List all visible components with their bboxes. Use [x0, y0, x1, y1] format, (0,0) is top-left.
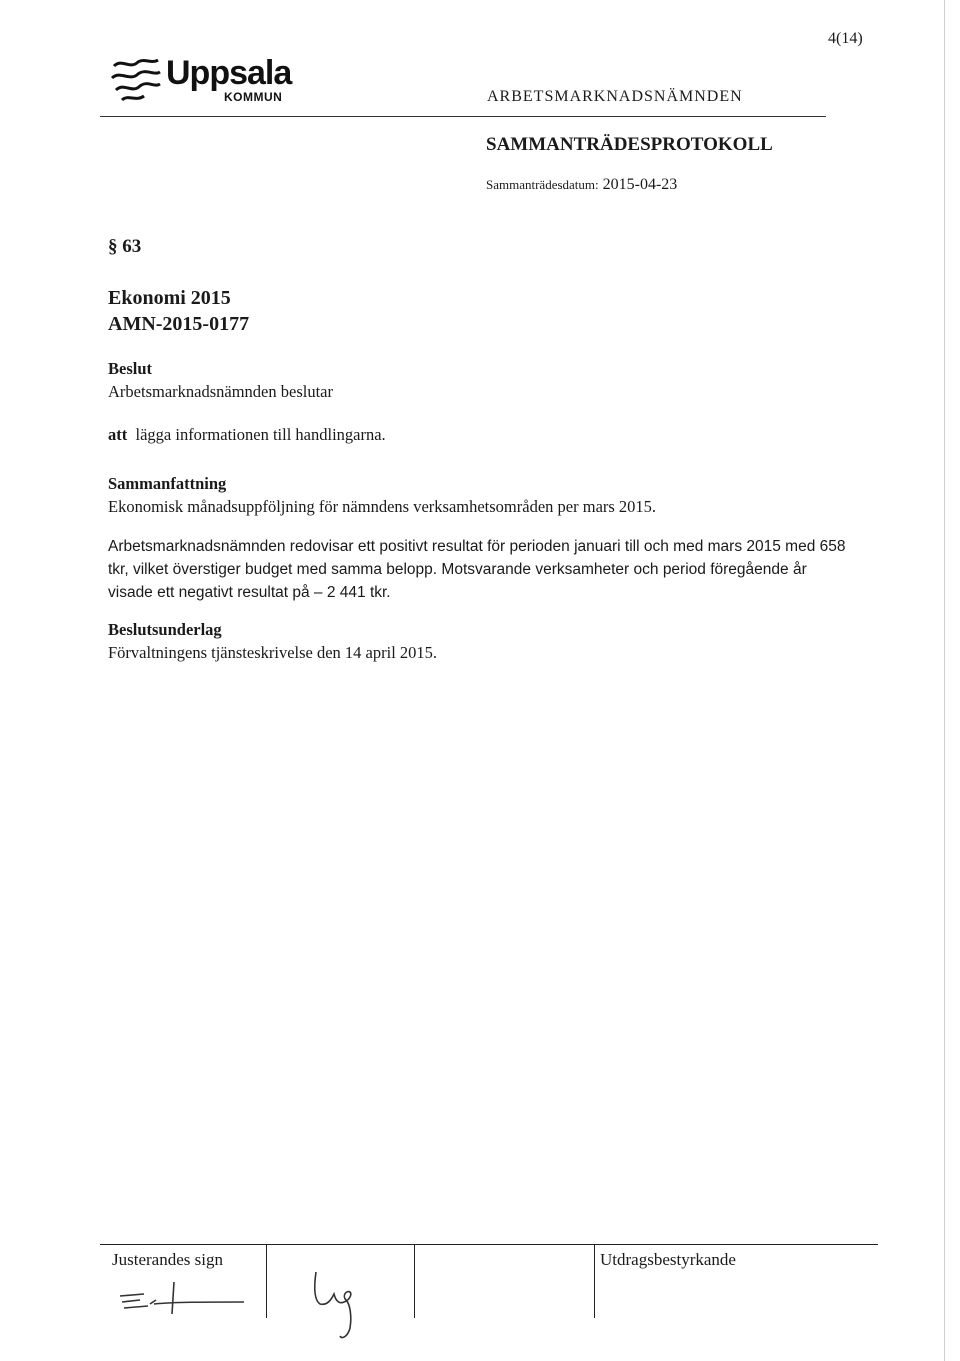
footer-divider — [594, 1244, 595, 1318]
signature-initials-2 — [306, 1266, 376, 1340]
decision-intro: Arbetsmarknadsnämnden beslutar — [108, 382, 333, 401]
summary-section — [108, 472, 656, 518]
summary-text: Ekonomisk månadsuppföljning för nämndens verksamhetsområden per mars 2015. — [108, 497, 657, 516]
footer-divider — [266, 1244, 267, 1318]
summary-body: Arbetsmarknadsnämnden redovisar ett positivt resultat för perioden januari till och med mars 2015 med 658 tkr, vilket överstiger budget med samma belopp. Motsvarande verksamheter och period föregående år visade ett negativt resultat på – 2 441 tkr. — [108, 538, 846, 601]
decision-text: lägga informationen till handlingarna. — [135, 425, 386, 444]
meeting-date-label: Sammanträdesdatum: — [486, 177, 599, 192]
header-divider — [100, 116, 826, 117]
crest-icon — [108, 56, 164, 104]
extract-label: Utdragsbestyrkande — [600, 1250, 736, 1269]
document-type: SAMMANTRÄDESPROTOKOLL — [486, 134, 773, 155]
decision-clause — [108, 425, 386, 445]
signature-footer — [100, 1244, 878, 1344]
sign-label: Justerandes sign — [112, 1250, 223, 1269]
basis-heading: Beslutsunderlag — [108, 620, 222, 639]
decision-heading: Beslut — [108, 359, 153, 378]
title-line-1: Ekonomi 2015 — [108, 287, 231, 309]
basis-section — [108, 618, 437, 664]
page-number: 4(14) — [828, 30, 863, 47]
decision-section — [108, 357, 333, 403]
footer-divider — [414, 1244, 415, 1318]
paragraph-number: § 63 — [108, 236, 142, 257]
document-title — [108, 285, 249, 337]
logo-subtitle: KOMMUN — [224, 90, 283, 104]
summary-heading: Sammanfattning — [108, 474, 227, 493]
logo-word: Uppsala — [166, 54, 292, 92]
basis-text: Förvaltningens tjänsteskrivelse den 14 april 2015. — [108, 643, 438, 662]
organization-name: ARBETSMARKNADSNÄMNDEN — [487, 88, 743, 105]
signature-initials-1 — [114, 1280, 254, 1320]
meeting-date — [486, 176, 677, 194]
uppsala-kommun-logo — [108, 52, 308, 108]
footer-rule — [100, 1244, 878, 1245]
decision-att: att — [108, 425, 128, 444]
meeting-date-value: 2015-04-23 — [602, 176, 678, 193]
scan-edge — [944, 0, 945, 1361]
case-number: AMN-2015-0177 — [108, 313, 250, 335]
